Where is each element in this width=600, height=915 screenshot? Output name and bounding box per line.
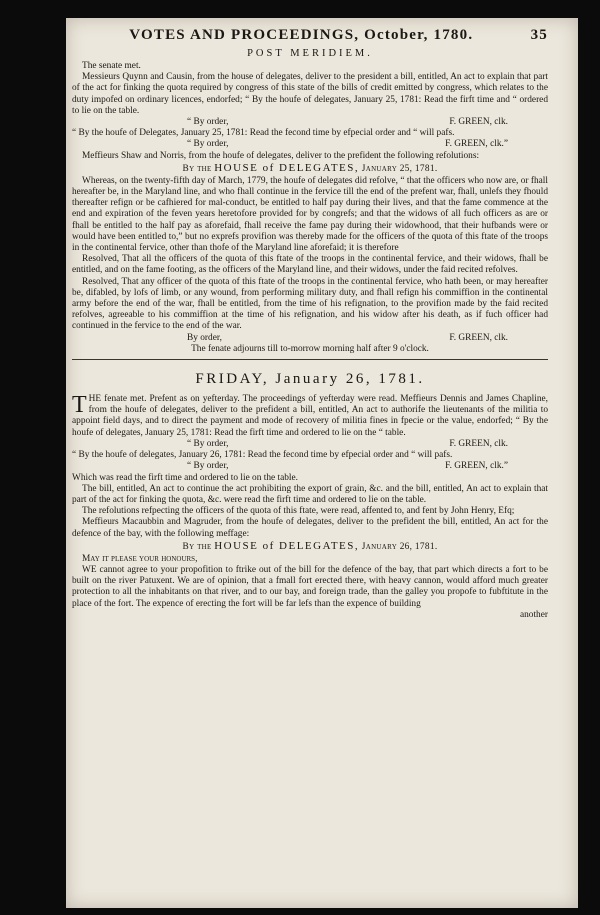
paragraph-macaubbin-magruder: Meffieurs Macaubbin and Magruder, from the houfe of delegates, deliver to the prefident the bill, entitled, An act for the defence of the bay, with the following meffage: (72, 517, 548, 539)
adjournment-text: The fenate adjourns till to-morrow morning half after 9 o'clock. (191, 343, 429, 354)
house-of-delegates-heading (72, 540, 548, 554)
catchword: another (519, 609, 548, 620)
page-content (72, 26, 548, 621)
by-order-text: “ By order, (187, 461, 229, 472)
signer-name: F. GREEN, clk. (449, 438, 508, 449)
house-name: HOUSE of DELEGATES, (214, 539, 360, 552)
page-number: 35 (530, 27, 548, 43)
by-order-text: By order, (187, 332, 222, 343)
house-date: January 26, 1781. (361, 541, 438, 552)
paragraph-resolved-2: Resolved, That any officer of the quota of this ftate of the troops in the continental fervice, who hath been, or may hereafter be, difabled, by lofs of limb, or any wound, from performing military duty, and fhall refign his commiffion in the continental army before the end of the war, fhall be entitled, from the time of his refignation, to the provifion made by the faid recited refolves, agreeable to his commiffion at the time of his refignation, and his widow after his death, as if fuch officer had continued in the fervice to the end of the war. (72, 276, 548, 332)
paragraph-shaw-norris: Meffieurs Shaw and Norris, from the houfe of delegates, deliver to the prefident the following refolutions: (82, 150, 480, 161)
by-order-text: “ By order, (187, 139, 229, 150)
drop-cap-letter: T (72, 392, 87, 419)
friday-opening-text: HE fenate met. Prefent as on yefterday. The proceedings of yefterday were read. Meffieurs Dennis and James Chapline, from the houfe of delegates, deliver to the prefident a bill, entitled, An act to authorife the lieutenants of the militia to appoint field days, and to direct the payment and mode of recovery of militia fines in fpecie or the value, endorfed; “ By the houfe of delegates, January 25, 1781: Read the firft time and ordered to lie on the “ table. (72, 394, 548, 438)
house-name: HOUSE of DELEGATES, (214, 161, 360, 174)
paragraph-resolved-1: Resolved, That all the officers of the quota of this ftate of the troops in the continental fervice, and their widows, fhall be entitled, and on the fame footing, as the officers of the Maryland line, and their widows, under the faid recited refolves. (72, 254, 548, 276)
paragraph-friday-second-reading: “ By the houfe of delegates, January 26, 1781: Read the fecond time by efpecial order and “ will pafs. (72, 450, 453, 461)
paragraph-grain-bill: The bill, entitled, An act to continue the act prohibiting the export of grain, &c. and the bill, entitled, An act to explain that part of the act for finking the quota, &c. were read the firft time and ordered to lie on the table. (72, 483, 548, 505)
paragraph-second-reading: “ By the houfe of Delegates, January 25, 1781: Read the fecond time by efpecial order and “ will pafs. (72, 128, 455, 139)
running-head-title: VOTES AND PROCEEDINGS, October, 1780. (129, 27, 474, 43)
signer-name: F. GREEN, clk.” (445, 461, 508, 472)
by-order-text: “ By order, (187, 438, 229, 449)
house-date: January 25, 1781. (361, 163, 438, 174)
signature-line (72, 139, 548, 150)
paragraph-resolutions-assented: The refolutions refpecting the officers of the quota of this ftate, were read, affented to, and fent by John Henry, Efq; (82, 506, 515, 517)
document-page (66, 18, 578, 908)
signer-name: F. GREEN, clk.” (445, 139, 508, 150)
signature-line (72, 439, 548, 450)
paragraph-whereas: Whereas, on the twenty-fifth day of March, 1779, the houfe of delegates did refolve, “ that the officers who now are, or fhall hereafter be, in the Maryland line, and who fhall continue in the fervice till the end of the prefent war, fhall, unlefs they fhould thereafter refign or be cafhiered for mal-conduct, be entitled to half pay during their lives, and that the fame commence at the end and expiration of the feven years heretofore provided for by congrefs; and that the widows of all fuch officers as are or fhall be entitled to the half pay as aforefaid, fhall receive the fame pay during their widowhood, that their hufbands were or would have been entitled to,” but no exprefs provifion was thereby made for the officers of the quota of this ftate of the troops in the continental fervice, other than thofe of the Maryland line aforefaid; it is therefore (72, 175, 548, 254)
signer-name: F. GREEN, clk. (449, 117, 508, 128)
paragraph-friday-opening (72, 394, 548, 439)
by-the-text: By the (182, 163, 212, 174)
signer-name: F. GREEN, clk. (449, 332, 508, 343)
paragraph-message: WE cannot agree to your propofition to ftrike out of the bill for the defence of the bay, that part which directs a fort to be built on the river Patuxent. We are of opinion, that a fmall fort erected there, with heavy cannon, would afford much greater protection to all the inhabitants on that river, and to our bay, and foreign trade, than the galley you propofe to fubftitute in the place of the fort. The expence of erecting the fort will be far lefs than the expence of building (72, 564, 548, 609)
day-heading-friday: FRIDAY, January 26, 1781. (195, 371, 425, 388)
running-head (72, 26, 548, 44)
signature-line (72, 333, 548, 344)
section-divider (72, 359, 548, 360)
salutation-text: May it please your honours, (82, 553, 198, 564)
senate-met-text: The senate met. (82, 61, 141, 71)
paragraph-first-time-read: Which was read the firft time and ordered to lie on the table. (72, 472, 298, 483)
signature-line (72, 461, 548, 472)
signature-line (72, 117, 548, 128)
by-order-text: “ By order, (187, 117, 229, 128)
house-of-delegates-heading (72, 162, 548, 176)
paragraph-quynn-causin: Messieurs Quynn and Causin, from the house of delegates, deliver to the president a bill, entitled, An act to explain that part of the act for finking the quota required by congress of this state of the bills of credit emitted by congress, which relates to the duty impofed on ordinary licences, endorfed; “ By the houfe of delegates, January 25, 1781: Read the firft time and “ ordered to lie on the table. (72, 72, 548, 116)
section-heading-post-meridiem: POST MERIDIEM. (247, 48, 373, 59)
by-the-text: By the (182, 541, 212, 552)
